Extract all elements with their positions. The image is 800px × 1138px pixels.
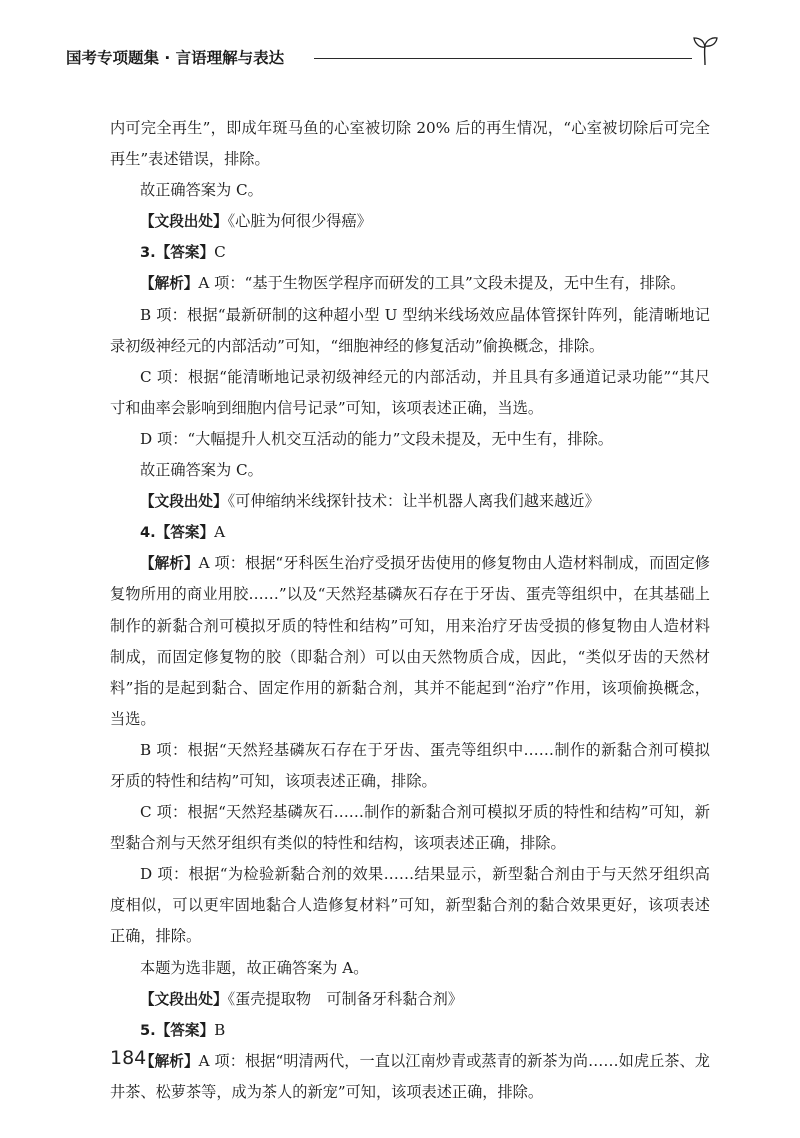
section-label: 【解析】	[140, 275, 199, 293]
paragraph-text: C	[214, 243, 226, 262]
paragraph	[110, 424, 710, 455]
paragraph-text: 故正确答案为 C。	[140, 461, 263, 480]
paragraph	[110, 300, 710, 362]
paragraph-text: 故正确答案为 C。	[140, 181, 263, 200]
paragraph	[110, 1015, 710, 1046]
section-label: 【文段出处】	[140, 990, 228, 1008]
paragraph-text: D 项：根据“为检验新黏合剂的效果……结果显示，新型黏合剂由于与天然牙组织高度相似，可以更牢固地黏合人造修复材料”可知，新型黏合剂的黏合效果更好，该项表述正确，排除。	[110, 865, 710, 946]
paragraph-text: 《心脏为何很少得癌》	[227, 212, 372, 231]
paragraph	[110, 486, 710, 517]
running-header	[66, 36, 726, 76]
paragraph-text: B	[214, 1020, 226, 1039]
answer-explanations	[110, 113, 710, 1108]
paragraph	[110, 113, 710, 175]
paragraph-text: A 项：“基于生物医学程序而研发的工具”文段未提及，无中生有，排除。	[198, 274, 686, 293]
paragraph	[110, 206, 710, 237]
paragraph	[110, 1046, 710, 1108]
sprout-icon	[692, 36, 718, 66]
paragraph	[110, 797, 710, 859]
paragraph-text: A	[214, 523, 226, 542]
paragraph	[110, 175, 710, 206]
paragraph-text: C 项：根据“天然羟基磷灰石……制作的新黏合剂可模拟牙质的特性和结构”可知，新型黏合剂与天然牙组织有类似的特性和结构，该项表述正确，排除。	[110, 803, 710, 853]
paragraph	[110, 953, 710, 984]
paragraph	[110, 735, 710, 797]
paragraph-text: 《可伸缩纳米线探针技术：让半机器人离我们越来越近》	[227, 492, 600, 511]
paragraph-text: 本题为选非题，故正确答案为 A。	[140, 958, 369, 977]
header-title: 国考专项题集 · 言语理解与表达	[66, 49, 285, 67]
paragraph	[110, 517, 710, 548]
section-label: 【文段出处】	[140, 213, 228, 231]
section-label: 3.【答案】	[140, 244, 215, 262]
header-rule	[314, 58, 692, 59]
paragraph	[110, 268, 710, 299]
paragraph-text: 《蛋壳提取物 可制备牙科黏合剂》	[227, 989, 463, 1008]
paragraph	[110, 237, 710, 268]
paragraph-text: B 项：根据“天然羟基磷灰石存在于牙齿、蛋壳等组织中……制作的新黏合剂可模拟牙质的特性和结构”可知，该项表述正确，排除。	[110, 740, 710, 790]
paragraph-text: 内可完全再生”，即成年斑马鱼的心室被切除 20% 后的再生情况，“心室被切除后可完全再生”表述错误，排除。	[110, 119, 710, 169]
paragraph	[110, 548, 710, 735]
paragraph-text: D 项：“大幅提升人机交互活动的能力”文段未提及，无中生有，排除。	[140, 429, 613, 448]
paragraph	[110, 984, 710, 1015]
section-label: 【文段出处】	[140, 493, 228, 511]
paragraph	[110, 455, 710, 486]
section-label: 【解析】	[140, 1052, 199, 1070]
paragraph-text: C 项：根据“能清晰地记录初级神经元的内部活动，并且具有多通道记录功能”“其尺寸和曲率会影响到细胞内信号记录”可知，该项表述正确，当选。	[110, 367, 710, 417]
paragraph-text: A 项：根据“明清两代，一直以江南炒青或蒸青的新茶为尚……如虎丘茶、龙井茶、松萝茶等，成为茶人的新宠”可知，该项表述正确，排除。	[110, 1051, 710, 1101]
paragraph	[110, 859, 710, 952]
paragraph	[110, 362, 710, 424]
paragraph-text: A 项：根据“牙科医生治疗受损牙齿使用的修复物由人造材料制成，而固定修复物所用的商业用胶……”以及“天然羟基磷灰石存在于牙齿、蛋壳等组织中，在其基础上制作的新黏合剂可模拟牙质的特性和结构”可知，用来治疗牙齿受损的修复物由人造材料制成，而固定修复物的胶（即黏合剂）可以由天然物质合成，因此，“类似牙齿的天然材料”指的是起到黏合、固定作用的新黏合剂，其并不能起到“治疗”作用，该项偷换概念，当选。	[110, 554, 710, 728]
paragraph-text: B 项：根据“最新研制的这种超小型 U 型纳米线场效应晶体管探针阵列，能清晰地记录初级神经元的内部活动”可知，“细胞神经的修复活动”偷换概念，排除。	[110, 305, 710, 355]
section-label: 4.【答案】	[140, 524, 215, 542]
page-number: 184	[110, 1047, 147, 1069]
section-label: 【解析】	[140, 555, 199, 573]
section-label: 5.【答案】	[140, 1021, 215, 1039]
